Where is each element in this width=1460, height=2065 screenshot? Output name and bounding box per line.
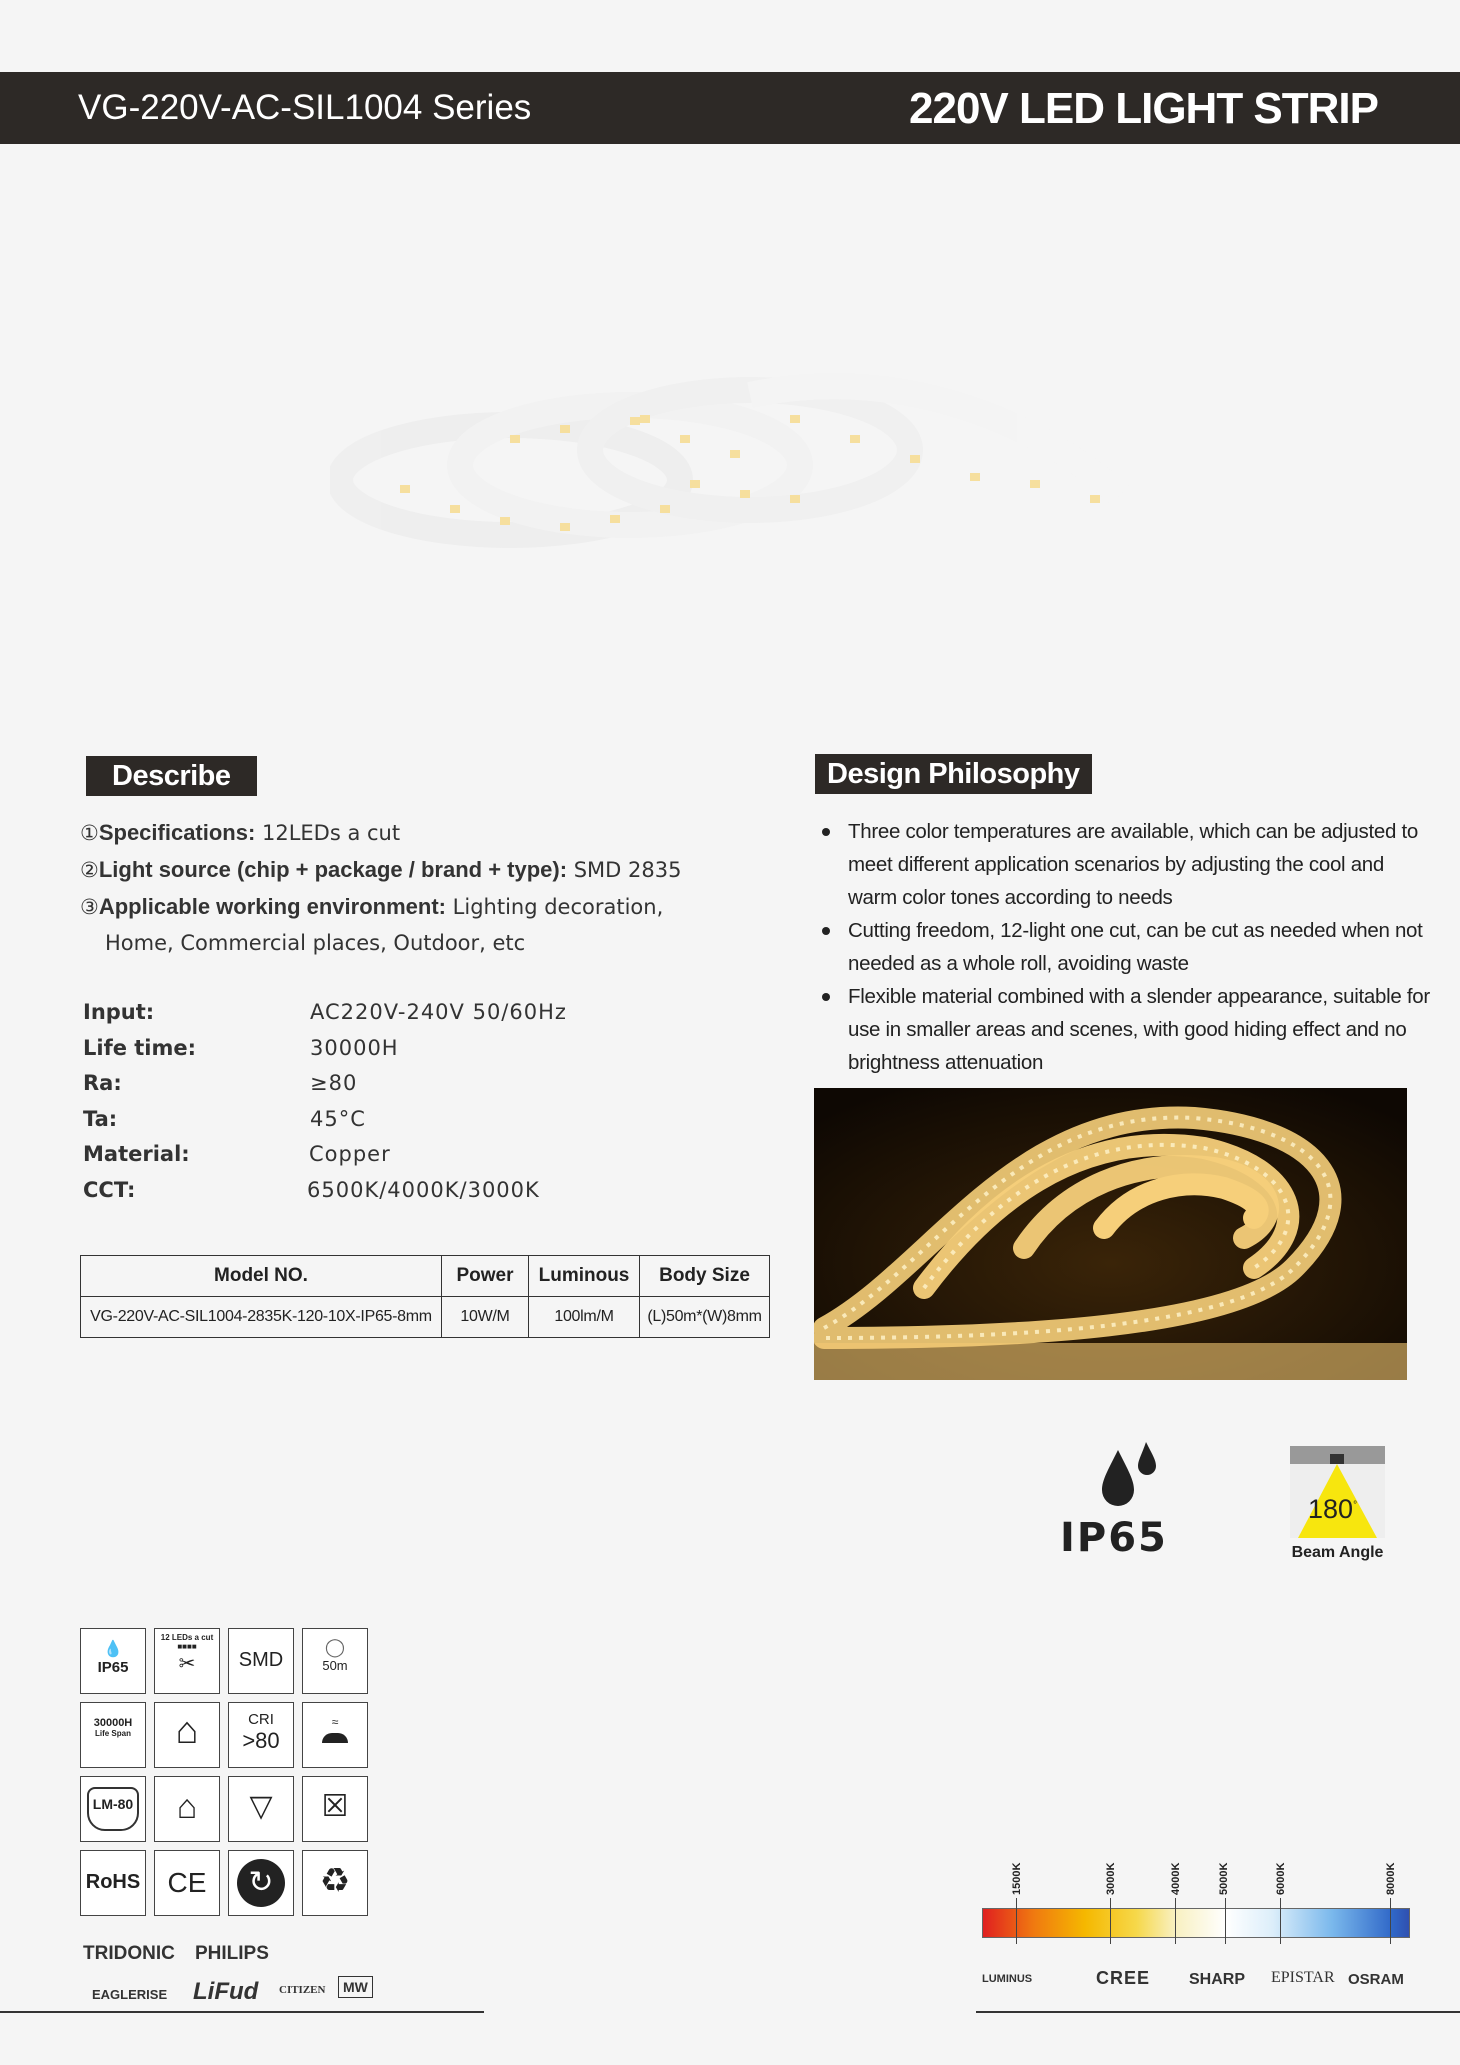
design-heading: Design Philosophy xyxy=(815,754,1092,794)
product-title: 220V LED LIGHT STRIP xyxy=(909,84,1378,133)
header-bar xyxy=(0,72,1460,144)
ce-icon: CE xyxy=(154,1850,220,1916)
roll-length-icon: ◯ 50m xyxy=(302,1628,368,1694)
home-leaf-icon: ⌂ xyxy=(154,1702,220,1768)
model-table xyxy=(80,1255,770,1338)
col-header-power: Power xyxy=(442,1256,529,1297)
beam-angle-label: Beam Angle xyxy=(1291,1544,1384,1561)
cct-label-4000: 4000K xyxy=(1170,1862,1182,1895)
cct-tick xyxy=(1016,1898,1017,1944)
cct-tick xyxy=(1225,1898,1226,1944)
recycle-icon: ♻ xyxy=(302,1850,368,1916)
ip65-icon: 💧 IP65 xyxy=(80,1628,146,1694)
brand-osram: OSRAM xyxy=(1348,1971,1404,1988)
cell-power: 10W/M xyxy=(442,1297,529,1338)
cct-tick xyxy=(1390,1898,1391,1944)
spec-value-ra: ≥80 xyxy=(310,1071,358,1095)
brand-eaglerise: EAGLERISE xyxy=(92,1987,168,2002)
series-title: VG-220V-AC-SIL1004 Series xyxy=(78,88,532,127)
spec-key-ta: Ta: xyxy=(83,1107,118,1131)
describe-line-4: Home, Commercial places, Outdoor, etc xyxy=(105,931,526,955)
col-header-model: Model NO. xyxy=(81,1256,442,1297)
list-item: Cutting freedom, 12-light one cut, can be cut as needed when not needed as a whole roll, avoiding waste xyxy=(834,914,1435,980)
footer-divider-right xyxy=(976,2011,1460,2013)
beam-angle-value: 180° xyxy=(1308,1494,1358,1524)
lm80-icon: LM-80 xyxy=(80,1776,146,1842)
rohs-icon: RoHS xyxy=(80,1850,146,1916)
brand-meanwell: MW xyxy=(338,1976,373,1998)
spec-key-material: Material: xyxy=(83,1142,190,1166)
brand-epistar: EPISTAR xyxy=(1271,1969,1335,1986)
spec-value-cct: 6500K/4000K/3000K xyxy=(307,1178,540,1202)
ip65-badge xyxy=(1060,1440,1192,1560)
describe-heading: Describe xyxy=(86,756,257,796)
indoor-outdoor-icon: ⌂ xyxy=(154,1776,220,1842)
cut-scissors-icon: 12 LEDs a cut ■■■■ ✂ xyxy=(154,1628,220,1694)
f-mark-icon: ▽ xyxy=(228,1776,294,1842)
cell-body-size: (L)50m*(W)8mm xyxy=(640,1297,770,1338)
spec-key-input: Input: xyxy=(83,1000,155,1024)
describe-line-3: ③Applicable working environment: Lighting decoration, xyxy=(80,894,664,919)
led-strip-product-image xyxy=(330,355,1130,605)
spec-key-cct: CCT: xyxy=(83,1178,136,1202)
lit-strip-photo xyxy=(814,1088,1407,1380)
spec-value-input: AC220V-240V 50/60Hz xyxy=(310,1000,567,1024)
describe-line-1: ①Specifications: 12LEDs a cut xyxy=(80,820,401,845)
footer-divider-left xyxy=(0,2011,484,2013)
cell-model: VG-220V-AC-SIL1004-2835K-120-10X-IP65-8mm xyxy=(81,1297,442,1338)
spec-value-material: Copper xyxy=(309,1142,391,1166)
cct-label-5000: 5000K xyxy=(1218,1862,1230,1895)
table-row xyxy=(81,1297,770,1338)
beam-angle-badge xyxy=(1290,1446,1385,1566)
ip65-label: IP65 xyxy=(1060,1515,1168,1561)
cct-label-3000: 3000K xyxy=(1105,1862,1117,1895)
col-header-body-size: Body Size xyxy=(640,1256,770,1297)
brand-philips: PHILIPS xyxy=(195,1943,269,1964)
brand-lifud: LiFud xyxy=(193,1978,259,2005)
recycle-arrow-icon: ↻ xyxy=(228,1850,294,1916)
model-table-header-row xyxy=(81,1256,770,1297)
spec-key-lifetime: Life time: xyxy=(83,1036,197,1060)
brand-sharp: SHARP xyxy=(1189,1971,1246,1988)
cct-tick xyxy=(1175,1898,1176,1944)
cct-tick xyxy=(1110,1898,1111,1944)
brand-luminus: LUMINUS xyxy=(982,1973,1033,1985)
water-drop-icon xyxy=(1100,1440,1160,1510)
spec-value-lifetime: 30000H xyxy=(310,1036,399,1060)
brand-citizen: CITIZEN xyxy=(279,1984,326,1996)
col-header-luminous: Luminous xyxy=(529,1256,640,1297)
brand-cree: CREE xyxy=(1096,1968,1151,1988)
weee-bin-icon: ☒ xyxy=(302,1776,368,1842)
life-span-icon: 30000H Life Span xyxy=(80,1702,146,1768)
cct-tick xyxy=(1280,1898,1281,1944)
spec-key-ra: Ra: xyxy=(83,1071,122,1095)
brand-tridonic: TRIDONIC xyxy=(83,1943,175,1964)
design-points xyxy=(815,815,1435,1079)
list-item: Three color temperatures are available, which can be adjusted to meet different application scenarios by adjusting the cool and warm color tones according to needs xyxy=(834,815,1435,914)
cct-color-scale xyxy=(982,1908,1410,1938)
smd-icon: SMD xyxy=(228,1628,294,1694)
cri-icon: CRI >80 xyxy=(228,1702,294,1768)
spec-value-ta: 45°C xyxy=(310,1107,366,1131)
cct-label-6000: 6000K xyxy=(1275,1862,1287,1895)
heat-dissipation-icon: ≈ xyxy=(302,1702,368,1768)
describe-line-2: ②Light source (chip + package / brand + type): SMD 2835 xyxy=(80,857,682,882)
cell-luminous: 100lm/M xyxy=(529,1297,640,1338)
list-item: Flexible material combined with a slender appearance, suitable for use in smaller areas and scenes, with good hiding effect and no brightness attenuation xyxy=(834,980,1435,1079)
cct-label-8000: 8000K xyxy=(1385,1862,1397,1895)
cct-label-1500: 1500K xyxy=(1011,1862,1023,1895)
